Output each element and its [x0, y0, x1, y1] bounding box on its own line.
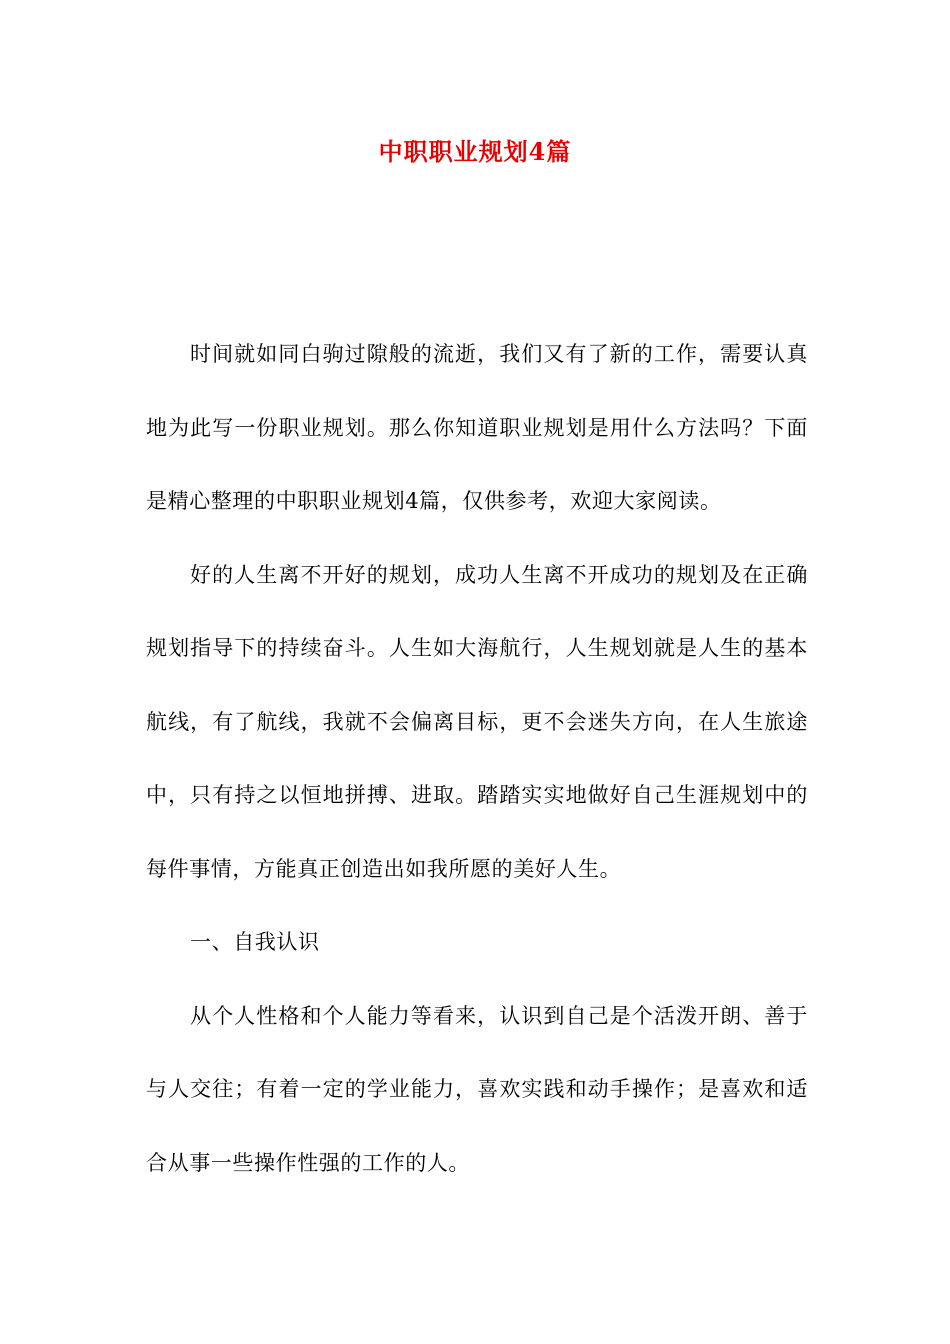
self-awareness-paragraph: 从个人性格和个人能力等看来，认识到自己是个活泼开朗、善于与人交往；有着一定的学业能力，喜欢实践和动手操作；是喜欢和适合从事一些操作性强的工作的人。 — [146, 1003, 808, 1175]
intro-paragraph: 时间就如同白驹过隙般的流逝，我们又有了新的工作，需要认真地为此写一份职业规划。那么你知道职业规划是用什么方法吗？下面是精心整理的中职职业规划4篇，仅供参考，欢迎大家阅读。 — [146, 342, 808, 513]
section-heading-self-awareness: 一、自我认识 — [190, 930, 320, 954]
document-title: 中职职业规划4篇 — [378, 137, 572, 166]
life-planning-paragraph: 好的人生离不开好的规划，成功人生离不开成功的规划及在正确规划指导下的持续奋斗。人生如大海航行，人生规划就是人生的基本航线，有了航线，我就不会偏离目标，更不会迷失方向，在人生旅途中，只有持之以恒地拼搏、进取。踏踏实实地做好自己生涯规划中的每件事情，方能真正创造出如我所愿的美好人生。 — [146, 562, 808, 881]
document-body — [146, 318, 808, 1200]
